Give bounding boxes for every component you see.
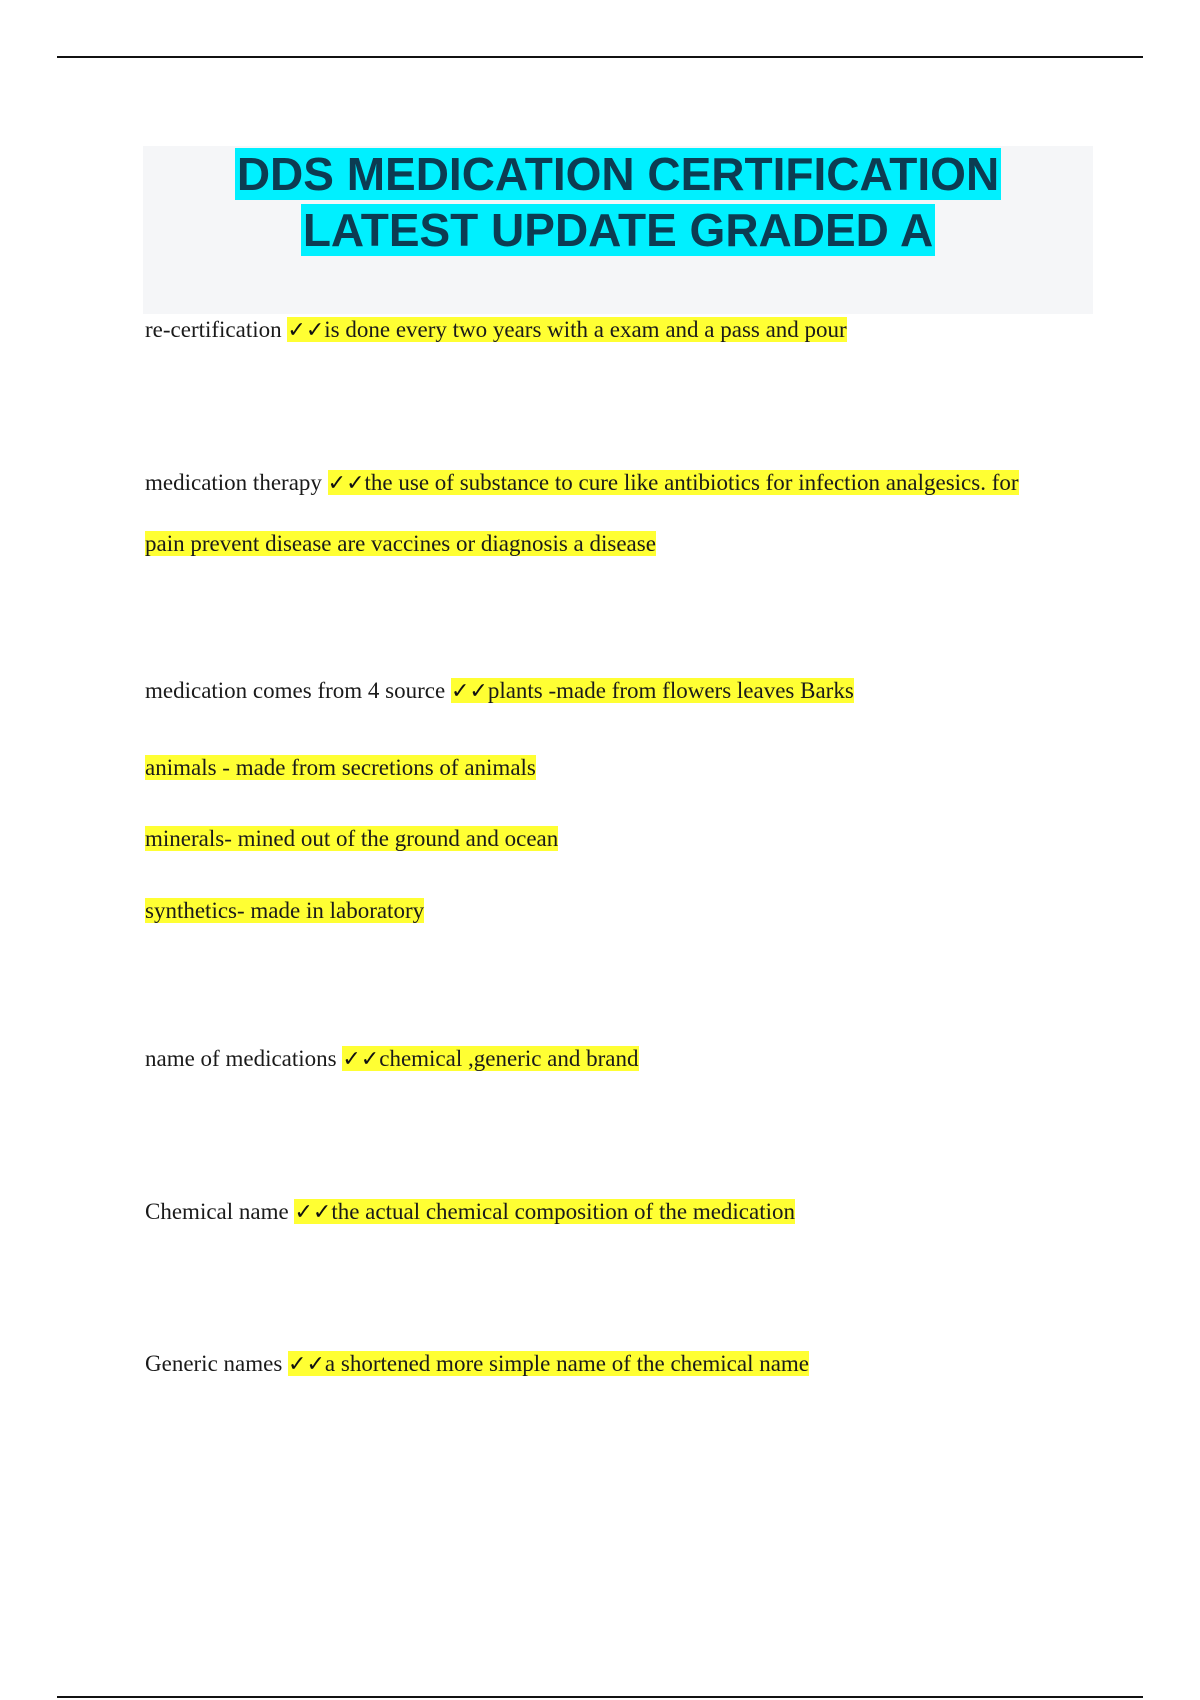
entry-answer [451,678,854,703]
answer-text: plants -made from flowers leaves Barks [487,678,854,703]
title-block [143,146,1093,314]
entry-generic-names [145,1348,809,1381]
entry-answer [328,470,1019,495]
entry-continuation-line [145,823,558,855]
entry-name-of-medications [145,1043,639,1076]
entry-answer [342,1046,638,1071]
title-line-2: LATEST UPDATE GRADED A [302,204,934,256]
answer-text: minerals- mined out of the ground and ocean [145,826,559,851]
answer-text: a shortened more simple name of the chemical name [324,1351,810,1376]
answer-text: synthetics- made in laboratory [145,898,425,923]
answer-text: pain prevent disease are vaccines or diagnosis a disease [145,531,656,556]
check-marks-icon: ✓✓ [294,1200,332,1225]
entry-medication-sources [145,675,854,708]
answer-text: the actual chemical composition of the medication [331,1199,796,1224]
check-marks-icon: ✓✓ [450,679,488,704]
entry-continuation-line [145,752,536,784]
top-rule [57,56,1143,58]
answer-text: is done every two years with a exam and a pass and pour [324,317,847,342]
entry-term: Chemical name [145,1199,289,1224]
check-marks-icon: ✓✓ [288,1352,325,1377]
entry-term: re-certification [145,317,282,342]
check-marks-icon: ✓✓ [287,318,325,343]
entry-chemical-name [145,1196,795,1229]
entry-re-certification [145,314,847,347]
entry-term: medication therapy [145,470,322,495]
entry-term: name of medications [145,1046,337,1071]
title-line-1: DDS MEDICATION CERTIFICATION [236,148,1000,200]
entry-medication-therapy [145,467,1019,500]
entry-answer [287,317,846,342]
check-marks-icon: ✓✓ [327,471,365,496]
answer-text: chemical ,generic and brand [379,1046,639,1071]
entry-term: medication comes from 4 source [145,678,446,703]
answer-text: the use of substance to cure like antibiotics for infection analgesics. for [364,470,1019,495]
entry-continuation-line [145,895,424,927]
entry-term: Generic names [145,1351,283,1376]
entry-continuation-line [145,528,656,560]
answer-text: animals - made from secretions of animals [145,755,536,780]
document-title [143,146,1093,258]
bottom-rule [57,1696,1143,1698]
check-marks-icon: ✓✓ [342,1047,380,1072]
entry-answer [288,1351,809,1376]
entry-answer [294,1199,795,1224]
